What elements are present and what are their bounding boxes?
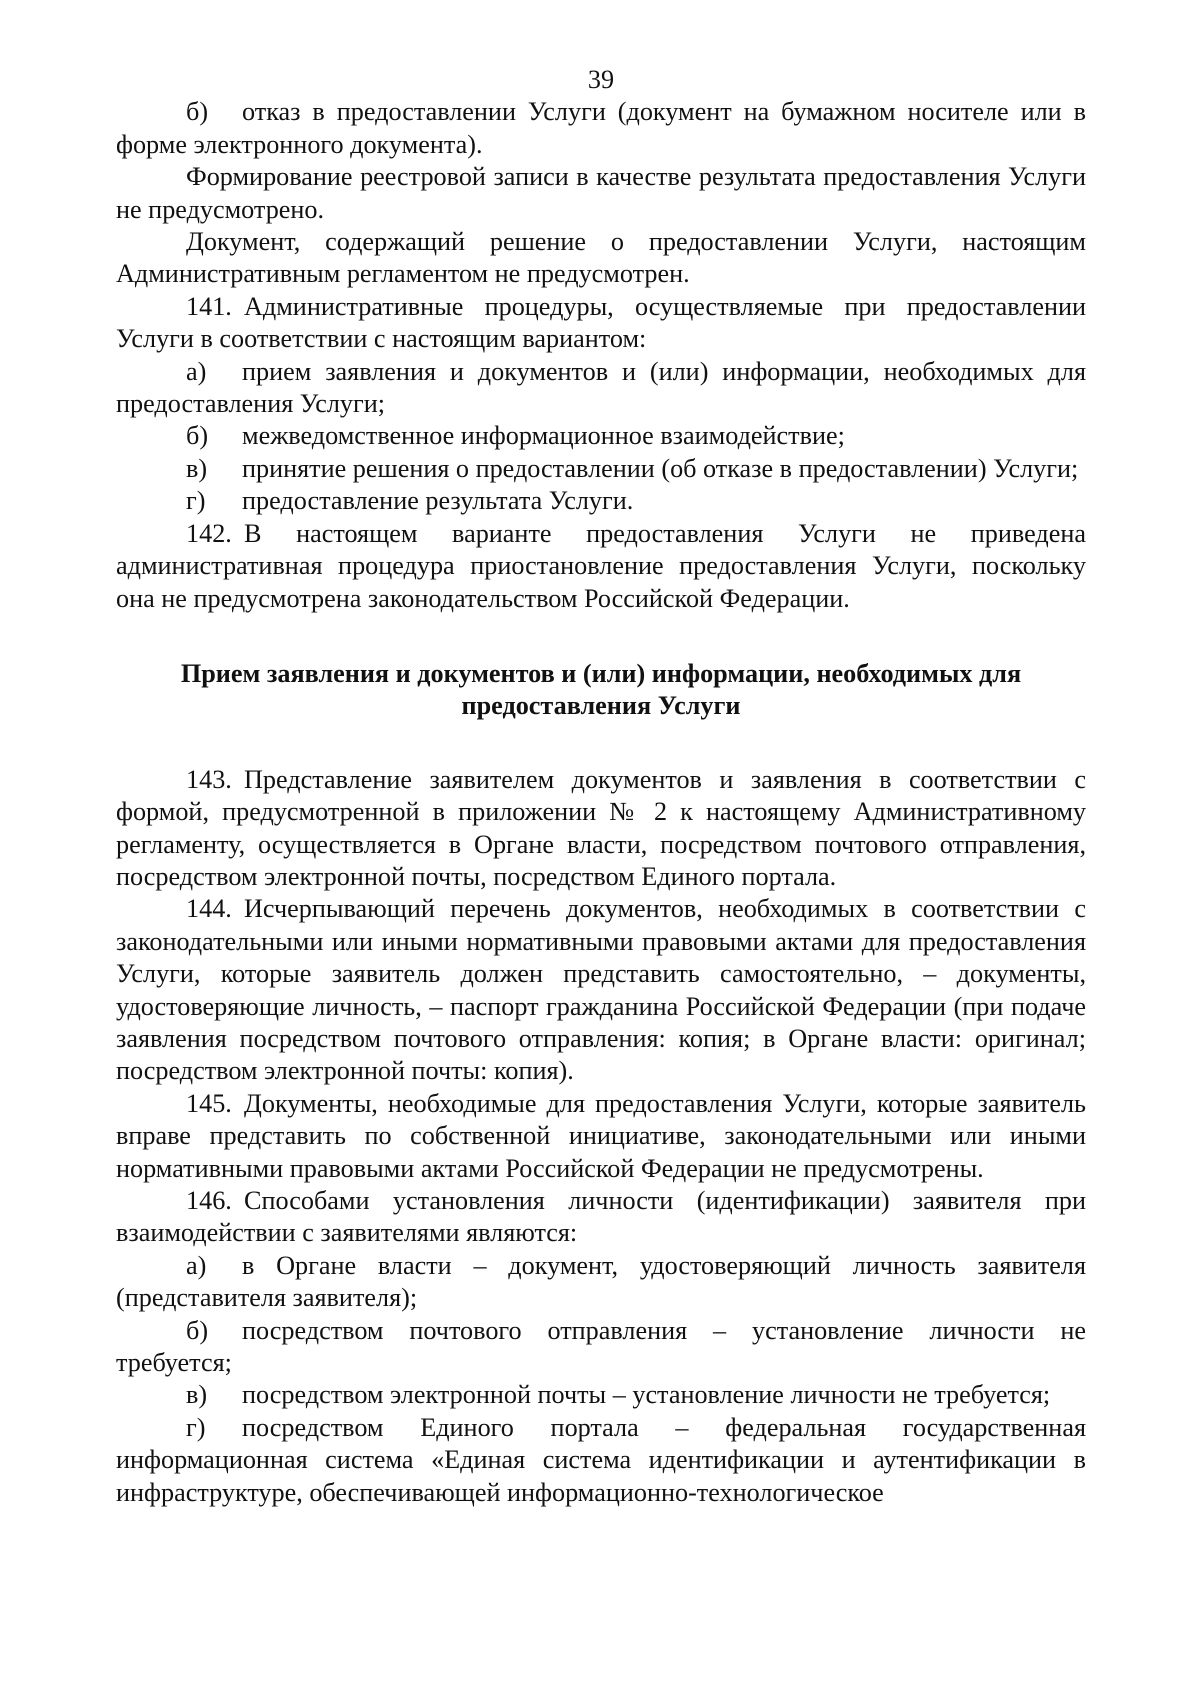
- list-marker: в): [186, 1380, 208, 1410]
- paragraph-141: [116, 291, 1086, 356]
- list-marker: б): [186, 1315, 209, 1345]
- list-item-text: посредством Единого портала – федеральная государственная информационная система «Единая система идентификации и аутентификации в инфраструктуре, обеспечивающей информационно-технологическое: [116, 1412, 1086, 1507]
- paragraph-146: [116, 1185, 1086, 1250]
- list-item-text: посредством почтового отправления – установление личности не требуется;: [116, 1315, 1086, 1378]
- list-item-text: предоставление результата Услуги.: [242, 486, 634, 516]
- list-item-b: [116, 420, 1086, 452]
- paragraph-143: [116, 764, 1086, 894]
- paragraph-number: 143.: [186, 764, 232, 794]
- section-heading: Прием заявления и документов и (или) информации, необходимых для предоставления Услуги: [180, 658, 1022, 721]
- list-item-text: отказ в предоставлении Услуги (документ на бумажном носителе или в форме электронного документа).: [116, 97, 1086, 159]
- list-marker: а): [186, 1250, 207, 1280]
- list-item-v: [116, 1379, 1086, 1411]
- list-marker: г): [186, 486, 206, 516]
- paragraph-text: Административные процедуры, осуществляемые при предоставлении Услуги в соответствии с настоящим вариантом:: [116, 291, 1086, 354]
- list-item-b: [116, 96, 1086, 161]
- list-item-text: прием заявления и документов и (или) информации, необходимых для предоставления Услуги;: [116, 356, 1086, 419]
- list-item-text: посредством электронной почты – установление личности не требуется;: [242, 1380, 1051, 1410]
- list-marker: г): [186, 1412, 206, 1442]
- paragraph-number: 141.: [186, 291, 232, 321]
- list-item-g: [116, 485, 1086, 517]
- list-item-v: [116, 453, 1086, 485]
- list-item-a: [116, 1250, 1086, 1315]
- paragraph-142: [116, 518, 1086, 615]
- list-marker: б): [186, 97, 209, 127]
- paragraph-text: Способами установления личности (идентификации) заявителя при взаимодействии с заявителями являются:: [116, 1186, 1086, 1248]
- list-item-text: принятие решения о предоставлении (об отказе в предоставлении) Услуги;: [242, 453, 1079, 483]
- list-item-b: [116, 1315, 1086, 1380]
- paragraph-text: В настоящем варианте предоставления Услуги не приведена административная процедура приостановление предоставления Услуги, поскольку она не предусмотрена законодательством Российской Федерации.: [116, 518, 1086, 613]
- paragraph-number: 146.: [186, 1186, 232, 1215]
- paragraph-145: [116, 1088, 1086, 1185]
- list-marker: а): [186, 356, 207, 386]
- paragraph-number: 142.: [186, 518, 232, 548]
- paragraph-text: Исчерпывающий перечень документов, необходимых в соответствии с законодательными или иными нормативными правовыми актами для предоставления Услуги, которые заявитель должен представить самостоятельно, – документы, удостоверяющие личность, – паспорт гражданина Российской Федерации (при подаче заявления посредством почтового отправления: копия; в Органе власти: оригинал; посредством электронной почты: копия).: [116, 894, 1086, 1086]
- paragraph-text: Документы, необходимые для предоставления Услуги, которые заявитель вправе представить по собственной инициативе, законодательными или иными нормативными правовыми актами Российской Федерации не предусмотрены.: [116, 1088, 1086, 1183]
- paragraph: Формирование реестровой записи в качестве результата предоставления Услуги не предусмотрено.: [116, 162, 1086, 224]
- paragraph-number: 144.: [186, 894, 232, 924]
- list-marker: в): [186, 453, 208, 483]
- document-page: [116, 64, 1086, 1509]
- list-marker: б): [186, 421, 209, 451]
- list-item-text: в Органе власти – документ, удостоверяющий личность заявителя (представителя заявителя);: [116, 1250, 1086, 1313]
- list-item-g: [116, 1412, 1086, 1509]
- paragraph-text: Представление заявителем документов и заявления в соответствии с формой, предусмотренной в приложении № 2 к настоящему Административному регламенту, осуществляется в Органе власти, посредством почтового отправления, посредством электронной почты, посредством Единого портала.: [116, 764, 1086, 891]
- paragraph-144: [116, 893, 1086, 1087]
- paragraph: Документ, содержащий решение о предоставлении Услуги, настоящим Административным регламентом не предусмотрен.: [116, 227, 1086, 289]
- list-item-a: [116, 356, 1086, 421]
- paragraph-number: 145.: [186, 1088, 232, 1118]
- page-number: 39: [587, 65, 615, 94]
- list-item-text: межведомственное информационное взаимодействие;: [242, 421, 845, 451]
